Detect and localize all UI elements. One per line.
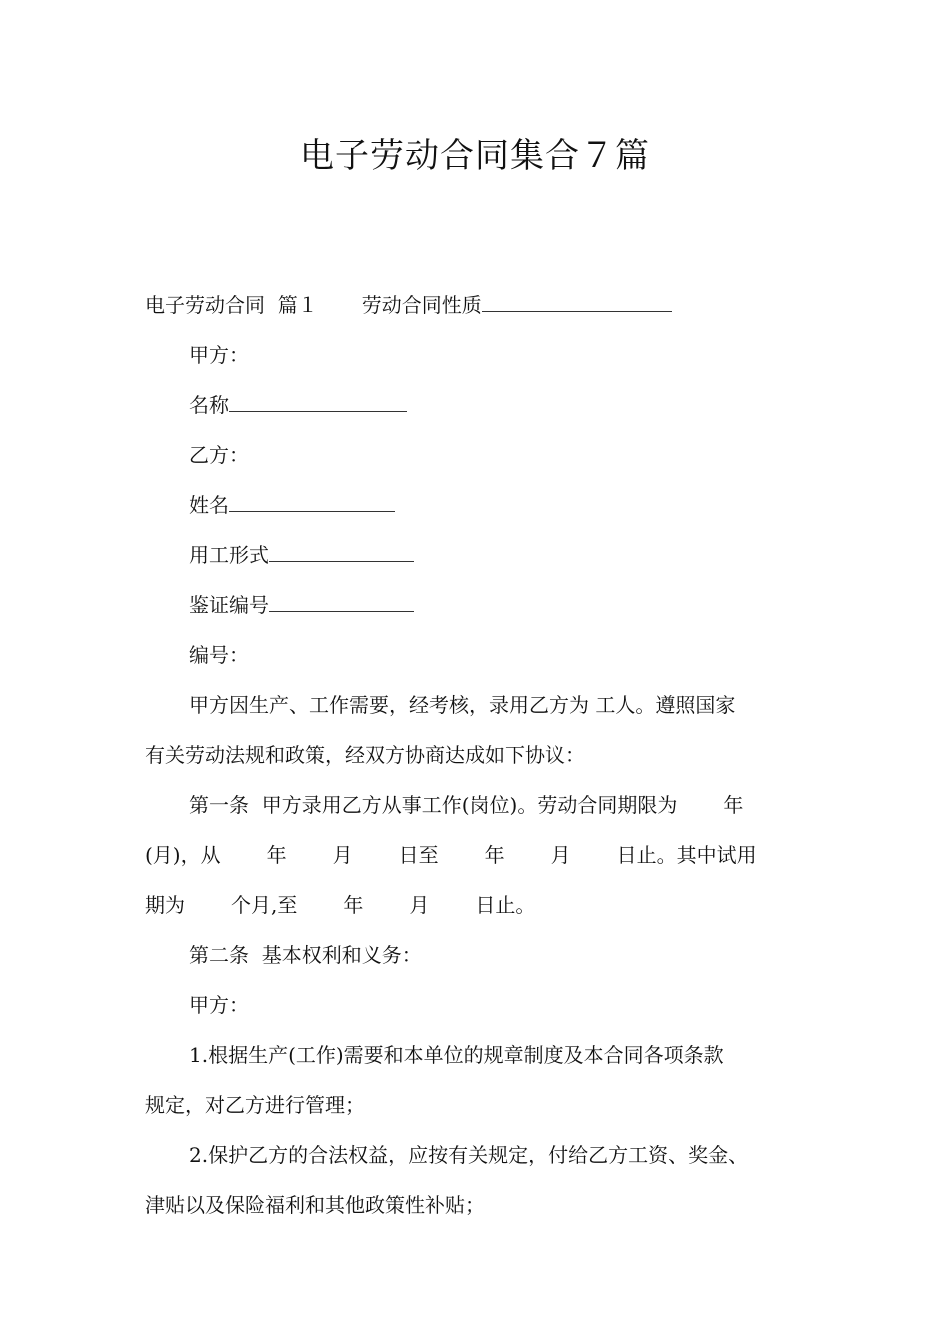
article-1-text-g: 年 (484, 843, 505, 867)
article-1-text-h: 月 (550, 843, 571, 867)
article-1-text-n: 日止。 (475, 893, 536, 917)
certification-no-line (145, 580, 810, 630)
article-1-text-d: 年 (266, 843, 287, 867)
article-1-line-1 (145, 780, 810, 830)
party-b-label: 乙方： (189, 443, 249, 467)
name-label: 名称 (189, 393, 229, 417)
person-name-line (145, 480, 810, 530)
serial-no-label: 编号： (189, 643, 249, 667)
employment-form-label: 用工形式 (189, 543, 269, 567)
contract-nature-blank (482, 289, 672, 312)
article-1-line-2 (145, 830, 810, 880)
article-1-text-c: (月)，从 (145, 843, 221, 867)
item-1-line-2: 规定，对乙方进行管理； (145, 1093, 365, 1117)
article-1-text-m: 月 (409, 893, 430, 917)
name-line (145, 380, 810, 430)
employment-form-line (145, 530, 810, 580)
person-name-label: 姓名 (189, 493, 229, 517)
contract-heading-line (145, 280, 810, 330)
article-1-text-j: 期为 (145, 893, 185, 917)
person-name-blank (229, 489, 395, 512)
intro-line-2: 有关劳动法规和政策，经双方协商达成如下协议： (145, 743, 585, 767)
article-1-text-f: 日至 (398, 843, 439, 867)
article-1-text-a: 第一条 甲方录用乙方从事工作(岗位)。劳动合同期限为 (189, 793, 678, 817)
item-2-line-2: 津贴以及保险福利和其他政策性补贴； (145, 1193, 485, 1217)
contract-heading: 电子劳动合同 篇１ (145, 293, 318, 317)
article-2-heading: 第二条 基本权利和义务： (189, 943, 422, 967)
party-a-label-2: 甲方： (189, 993, 249, 1017)
document-body (145, 280, 810, 1230)
party-a-label: 甲方： (189, 343, 249, 367)
employment-form-blank (269, 539, 414, 562)
certification-no-label: 鉴证编号 (189, 593, 269, 617)
article-1-text-i: 日止。其中试用 (616, 843, 757, 867)
document-title: 电子劳动合同集合７篇 (300, 136, 650, 176)
item-2-line-1: 2.保护乙方的合法权益，应按有关规定，付给乙方工资、奖金、 (189, 1143, 749, 1167)
article-1-text-b: 年 (723, 793, 744, 817)
certification-no-blank (269, 589, 414, 612)
name-blank (229, 389, 407, 412)
article-1-text-e: 月 (332, 843, 353, 867)
article-1-text-l: 年 (343, 893, 364, 917)
item-1-line-1: 1.根据生产(工作)需要和本单位的规章制度及本合同各项条款 (189, 1043, 724, 1067)
intro-line-1: 甲方因生产、工作需要，经考核，录用乙方为 工人。遵照国家 (189, 693, 736, 717)
contract-nature-label: 劳动合同性质 (361, 293, 482, 317)
article-1-line-3 (145, 880, 810, 930)
article-1-text-k: 个月,至 (231, 893, 298, 917)
